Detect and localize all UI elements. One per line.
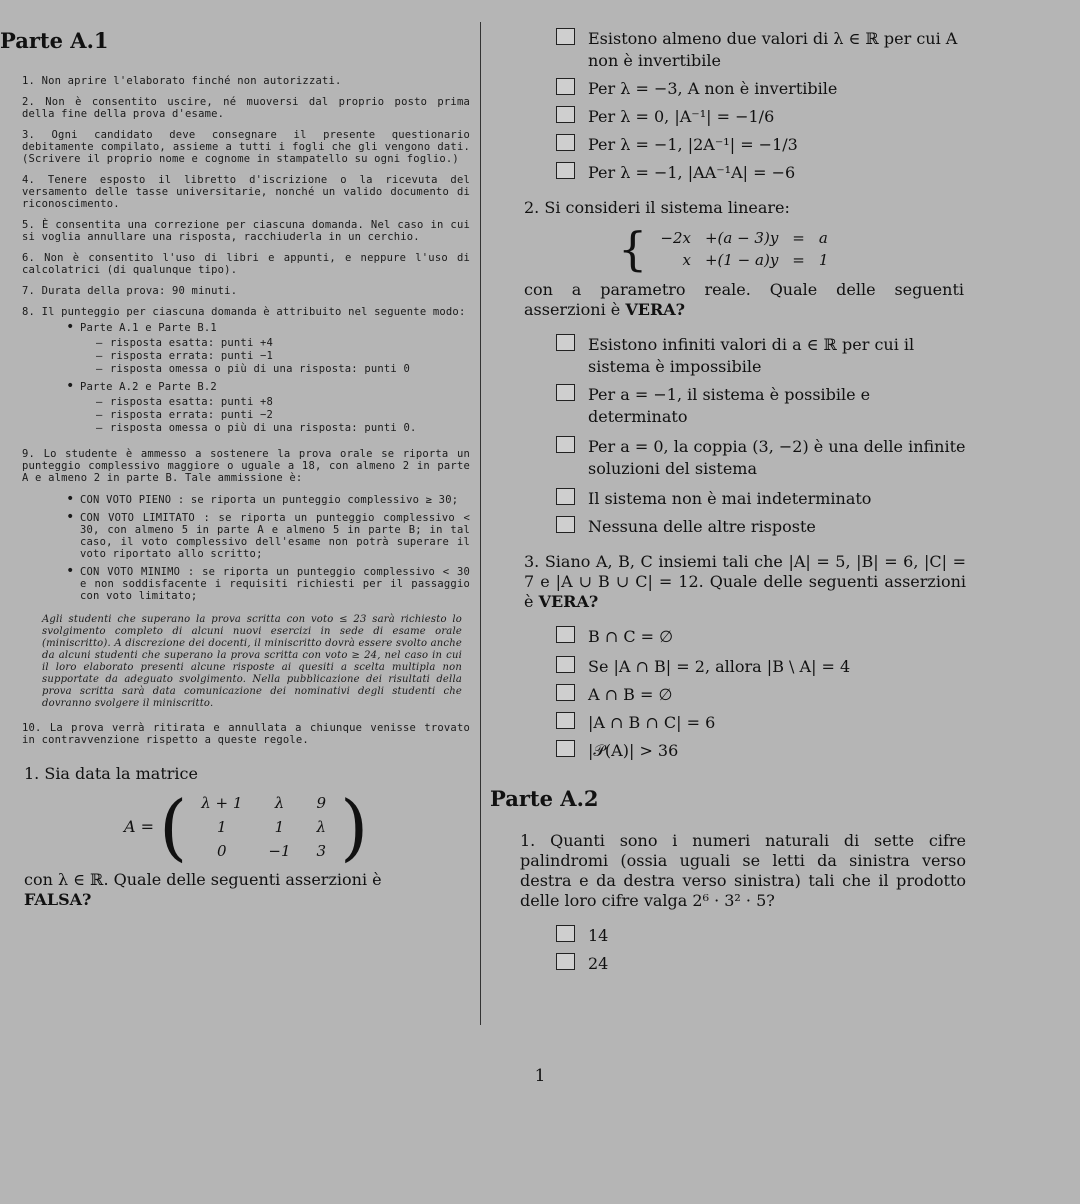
scoring-group-2-label: Parte A.2 e Parte B.2 bbox=[80, 381, 217, 393]
question-a1-3-vera: VERA? bbox=[538, 592, 599, 611]
rule-9 bbox=[22, 448, 470, 710]
option-text: Esistono infiniti valori di a ∈ ℝ per cui il sistema è impossibile bbox=[588, 335, 915, 376]
q3-options bbox=[490, 626, 970, 768]
scoring-item: – risposta errata: punti −1 bbox=[80, 350, 470, 362]
option-text: Per a = −1, il sistema è possibile e determinato bbox=[588, 385, 871, 426]
rule-7: 7. Durata della prova: 90 minuti. bbox=[22, 285, 238, 297]
q1-options bbox=[490, 28, 970, 192]
system-term: 1 bbox=[818, 251, 829, 269]
answer-option[interactable] bbox=[490, 106, 970, 134]
answer-checkbox[interactable] bbox=[556, 384, 575, 401]
system-term: +(a − 3)y bbox=[704, 229, 779, 247]
rule-2: 2. Non è consentito uscire, né muoversi dal proprio posto prima della fine della prova d'esame. bbox=[22, 96, 470, 120]
answer-option[interactable] bbox=[490, 384, 966, 436]
question-a1-2-question: con a parametro reale. Quale delle seguenti asserzioni è bbox=[524, 280, 964, 319]
matrix-block bbox=[124, 785, 464, 869]
rule-10: 10. La prova verrà ritirata e annullata a chiunque venisse trovato in contravvenzione rispetto a queste regole. bbox=[22, 722, 470, 746]
answer-option[interactable] bbox=[490, 436, 966, 488]
answer-checkbox[interactable] bbox=[556, 28, 575, 45]
answer-option[interactable] bbox=[490, 516, 966, 546]
answer-checkbox[interactable] bbox=[556, 712, 575, 729]
admission-item: • CON VOTO LIMITATO : se riporta un punteggio complessivo < 30, con almeno 5 in parte A e almeno 5 in parte B; in tal caso, il voto complessivo dell'esame non potrà superare il voto riportato allo scritto; bbox=[80, 512, 470, 560]
answer-option[interactable] bbox=[490, 626, 970, 656]
question-a1-1-tail: con λ ∈ ℝ. Quale delle seguenti asserzioni è bbox=[24, 870, 382, 889]
option-text: 24 bbox=[588, 954, 609, 973]
option-text: |A ∩ B ∩ C| = 6 bbox=[588, 713, 716, 732]
left-paren: ( bbox=[159, 785, 188, 869]
answer-checkbox[interactable] bbox=[556, 626, 575, 643]
right-paren: ) bbox=[340, 785, 369, 869]
exam-rules bbox=[0, 75, 470, 746]
question-a1-1 bbox=[24, 764, 464, 910]
answer-checkbox[interactable] bbox=[556, 925, 575, 942]
linear-system bbox=[618, 222, 970, 276]
system-term: = bbox=[792, 229, 805, 247]
answer-checkbox[interactable] bbox=[556, 106, 575, 123]
left-column bbox=[0, 28, 478, 910]
admission-item: • CON VOTO MINIMO : se riporta un punteggio complessivo < 30 e non soddisfacente i requisiti richiesti per il passaggio con voto limitato; bbox=[80, 566, 470, 602]
option-text: 14 bbox=[588, 926, 609, 945]
answer-checkbox[interactable] bbox=[556, 162, 575, 179]
question-a1-2 bbox=[490, 198, 970, 320]
question-a1-2-text bbox=[524, 280, 964, 320]
system-term: a bbox=[818, 229, 828, 247]
question-a1-2-vera: VERA? bbox=[625, 300, 686, 319]
system-brace: { bbox=[618, 222, 648, 276]
answer-option[interactable] bbox=[490, 712, 970, 740]
rule-6: 6. Non è consentito l'uso di libri e appunti, e neppure l'uso di calcolatrici (di qualunque tipo). bbox=[22, 252, 470, 276]
scoring-group-2 bbox=[80, 381, 470, 434]
system-term: x bbox=[682, 251, 691, 269]
question-a2-1: 1. Quanti sono i numeri naturali di sette cifre palindromi (ossia uguali se letti da sinistra verso destra e da destra verso sinistra) tali che il prodotto delle loro cifre valga 2⁶ · 3² · 5? bbox=[520, 831, 966, 910]
admission-item: • CON VOTO PIENO : se riporta un punteggio complessivo ≥ 30; bbox=[80, 494, 470, 506]
answer-option[interactable] bbox=[490, 162, 970, 192]
answer-checkbox[interactable] bbox=[556, 134, 575, 151]
matrix-cell: −1 bbox=[268, 842, 291, 860]
question-a1-1-falsa: FALSA? bbox=[24, 890, 92, 909]
matrix-cell: λ + 1 bbox=[201, 794, 243, 812]
answer-checkbox[interactable] bbox=[556, 516, 575, 533]
scoring-item: – risposta omessa o più di una risposta: punti 0. bbox=[80, 422, 470, 434]
matrix-cell: 3 bbox=[316, 842, 327, 860]
answer-checkbox[interactable] bbox=[556, 436, 575, 453]
answer-option[interactable] bbox=[490, 740, 970, 768]
answer-option[interactable] bbox=[490, 656, 970, 684]
a2-q1-options bbox=[490, 925, 970, 981]
scoring-group-1-label: Parte A.1 e Parte B.1 bbox=[80, 322, 217, 334]
rule-1: 1. Non aprire l'elaborato finché non autorizzati. bbox=[22, 75, 342, 87]
question-a1-1-intro: 1. Sia data la matrice bbox=[24, 764, 198, 783]
question-a1-3-text: 3. Siano A, B, C insiemi tali che |A| = 5, |B| = 6, |C| = 7 e |A ∪ B ∪ C| = 12. Quale delle seguenti asserzioni è bbox=[524, 552, 966, 611]
matrix-cell: 0 bbox=[217, 842, 227, 860]
page-number: 1 bbox=[534, 1066, 546, 1086]
option-text: Nessuna delle altre risposte bbox=[588, 517, 816, 536]
question-a1-3 bbox=[490, 552, 966, 612]
option-text: Per λ = −1, |AA⁻¹A| = −6 bbox=[588, 163, 796, 182]
scoring-item: – risposta errata: punti −2 bbox=[80, 409, 470, 421]
option-text: Se |A ∩ B| = 2, allora |B \ A| = 4 bbox=[588, 657, 851, 676]
matrix-cell: λ bbox=[274, 794, 285, 812]
option-text: Per λ = −1, |2A⁻¹| = −1/3 bbox=[588, 135, 798, 154]
admission-list bbox=[22, 494, 470, 602]
scoring-list bbox=[22, 322, 470, 434]
answer-option[interactable] bbox=[490, 134, 970, 162]
answer-checkbox[interactable] bbox=[556, 78, 575, 95]
matrix-label: A = bbox=[124, 817, 155, 836]
matrix-cell: 9 bbox=[316, 794, 327, 812]
option-text: |𝒫(A)| > 36 bbox=[588, 741, 679, 760]
answer-option[interactable] bbox=[490, 925, 970, 953]
option-text: Per λ = 0, |A⁻¹| = −1/6 bbox=[588, 107, 775, 126]
part-a2-title: Parte A.2 bbox=[490, 786, 599, 811]
rule-9-text: 9. Lo studente è ammesso a sostenere la prova orale se riporta un punteggio complessivo maggiore o uguale a 18, con almeno 2 in parte A e almeno 2 in parte B. Tale ammissione è: bbox=[22, 448, 470, 484]
matrix-cell: 1 bbox=[274, 818, 285, 836]
system-term: +(1 − a)y bbox=[704, 251, 779, 269]
part-a1-title: Parte A.1 bbox=[0, 28, 109, 53]
option-text: B ∩ C = ∅ bbox=[588, 627, 674, 646]
option-text: Esistono almeno due valori di λ ∈ ℝ per cui A non è invertibile bbox=[588, 29, 958, 70]
answer-option[interactable] bbox=[490, 684, 970, 712]
q2-options bbox=[490, 334, 966, 546]
right-column bbox=[490, 28, 970, 981]
rule-8-text: 8. Il punteggio per ciascuna domanda è attribuito nel seguente modo: bbox=[22, 306, 466, 318]
scoring-item: – risposta esatta: punti +8 bbox=[80, 396, 470, 408]
scoring-group-1-items bbox=[80, 337, 470, 375]
option-text: Il sistema non è mai indeterminato bbox=[588, 489, 872, 508]
answer-option[interactable] bbox=[490, 953, 970, 981]
answer-checkbox[interactable] bbox=[556, 684, 575, 701]
answer-option[interactable] bbox=[490, 488, 966, 516]
answer-checkbox[interactable] bbox=[556, 953, 575, 970]
matrix-cell: λ bbox=[316, 818, 327, 836]
rule-5: 5. È consentita una correzione per ciascuna domanda. Nel caso in cui si voglia annullare una risposta, racchiuderla in un cerchio. bbox=[22, 219, 470, 243]
option-text: A ∩ B = ∅ bbox=[588, 685, 673, 704]
answer-checkbox[interactable] bbox=[556, 334, 575, 351]
answer-checkbox[interactable] bbox=[556, 656, 575, 673]
question-a1-2-intro: 2. Si consideri il sistema lineare: bbox=[524, 198, 790, 217]
answer-option[interactable] bbox=[490, 28, 970, 78]
system-equations bbox=[652, 226, 836, 272]
answer-checkbox[interactable] bbox=[556, 488, 575, 505]
answer-option[interactable] bbox=[490, 78, 970, 106]
answer-checkbox[interactable] bbox=[556, 740, 575, 757]
system-term: = bbox=[792, 251, 805, 269]
miniscritto-note: Agli studenti che superano la prova scritta con voto ≤ 23 sarà richiesto lo svolgimento completo di alcuni nuovi esercizi in sede di esame orale (miniscritto). A discrezione dei docenti, il miniscritto dovrà essere svolto anche da alcuni studenti che superano la prova scritta con voto ≥ 24, nel caso in cui il loro elaborato presenti alcune risposte ai quesiti a scelta multipla non supportate da adeguato svolgimento. Nella pubblicazione dei risultati della prova scritta sarà data comunicazione dei nominativi degli studenti che dovranno svolgere il miniscritto. bbox=[42, 614, 462, 709]
rule-8 bbox=[22, 306, 470, 434]
option-text: Per a = 0, la coppia (3, −2) è una delle infinite soluzioni del sistema bbox=[588, 437, 966, 478]
rule-4: 4. Tenere esposto il libretto d'iscrizione o la ricevuta del versamento delle tasse universitarie, nonché un valido documento di riconoscimento. bbox=[22, 174, 470, 210]
option-text: Per λ = −3, A non è invertibile bbox=[588, 79, 838, 98]
scoring-group-2-items bbox=[80, 396, 470, 434]
column-divider bbox=[480, 22, 481, 1025]
rule-3: 3. Ogni candidato deve consegnare il presente questionario debitamente compilato, assieme a tutti i fogli che gli vengono dati. (Scrivere il proprio nome e cognome in stampatello su ogni foglio.) bbox=[22, 129, 470, 165]
system-term: −2x bbox=[660, 229, 691, 247]
scoring-group-1 bbox=[80, 322, 470, 375]
matrix-a bbox=[187, 790, 340, 864]
scoring-item: – risposta esatta: punti +4 bbox=[80, 337, 470, 349]
answer-option[interactable] bbox=[490, 334, 966, 384]
matrix-cell: 1 bbox=[217, 818, 227, 836]
scoring-item: – risposta omessa o più di una risposta: punti 0 bbox=[80, 363, 470, 375]
